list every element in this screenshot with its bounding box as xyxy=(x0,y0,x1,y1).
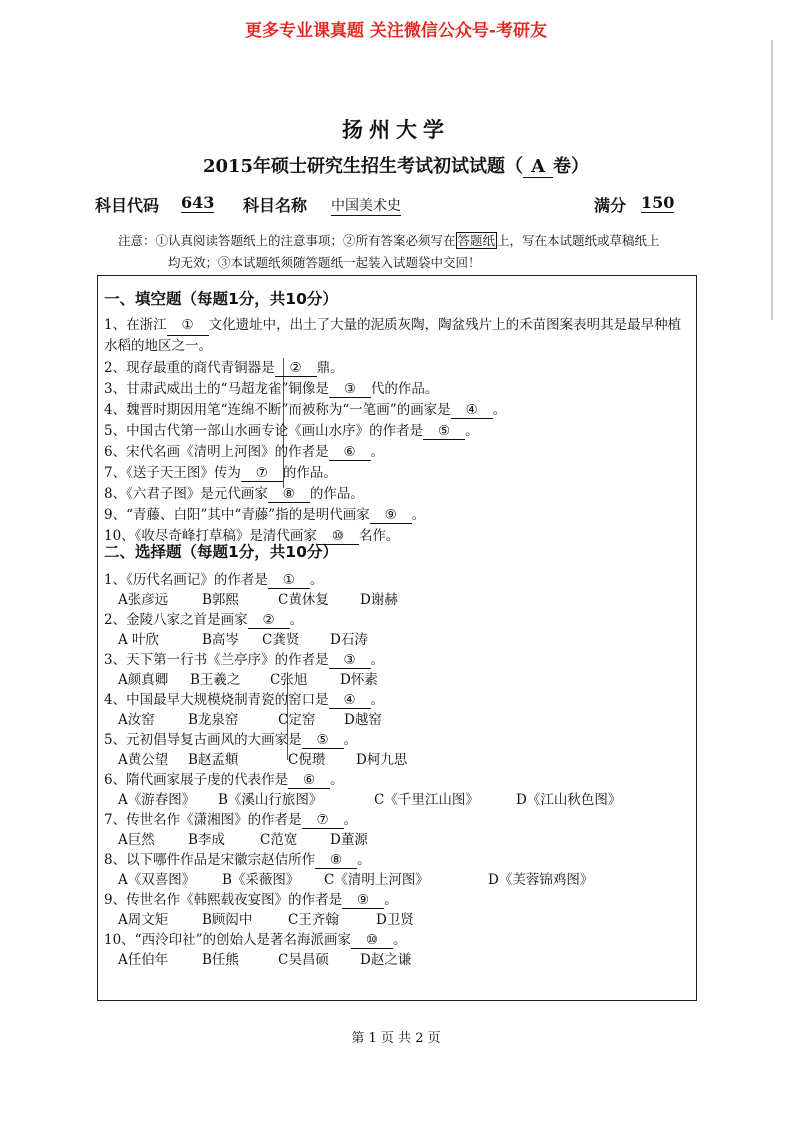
answer-blank: ⑩ xyxy=(317,528,359,545)
choice-options-9 xyxy=(118,908,678,926)
option-a: A任伯年 xyxy=(118,952,169,968)
answer-blank: ⑨ xyxy=(370,507,412,524)
option-b: B《溪山行旅图》 xyxy=(218,792,323,808)
notice-line1-a: 注意：①认真阅读答题纸上的注意事项；②所有答案必须写在 xyxy=(118,233,456,248)
option-a: A黄公望 xyxy=(118,752,169,768)
q-text: 。 xyxy=(392,932,407,948)
option-b: B顾闳中 xyxy=(202,912,253,928)
option-d: D越窑 xyxy=(344,712,382,728)
option-d: D董源 xyxy=(330,832,368,848)
answer-blank: ⑦ xyxy=(302,812,344,829)
q-text: 名作。 xyxy=(358,528,400,544)
answer-blank: ⑦ xyxy=(241,465,283,482)
fill-question-1 xyxy=(104,315,689,356)
choice-options-6 xyxy=(118,788,678,806)
option-b: B高岑 xyxy=(202,632,239,648)
subject-meta xyxy=(95,193,695,217)
fill-question-8 xyxy=(104,482,364,503)
choice-question-3 xyxy=(104,648,384,669)
q-text: 。 xyxy=(370,444,385,460)
option-b: B李成 xyxy=(188,832,225,848)
choice-question-4 xyxy=(104,688,384,709)
q-text: 1、在浙江 xyxy=(104,317,167,333)
answer-blank: ③ xyxy=(329,381,371,398)
page-footer: 第 1 页 共 2 页 xyxy=(351,1031,441,1046)
choice-question-9 xyxy=(104,888,398,909)
answer-blank: ② xyxy=(275,360,317,377)
answer-blank: ④ xyxy=(451,402,493,419)
option-c: C范宽 xyxy=(260,832,298,848)
option-a: A周文矩 xyxy=(118,912,169,928)
q-text: 。 xyxy=(330,772,344,788)
option-d: D《芙蓉锦鸡图》 xyxy=(488,872,594,888)
notice xyxy=(118,230,708,274)
q-text: 。 xyxy=(309,572,324,588)
answer-blank: ④ xyxy=(329,692,371,709)
q-text: 。 xyxy=(411,507,426,523)
exam-title-prefix: 2015年硕士研究生招生考试初试试题（ xyxy=(202,156,524,177)
q-text: 。 xyxy=(343,732,358,748)
q-text: 的作品。 xyxy=(282,465,337,481)
q-text: 8、《六君子图》是元代画家 xyxy=(104,486,268,502)
option-c: C《清明上河图》 xyxy=(324,872,429,888)
option-c: C吴昌硕 xyxy=(278,952,329,968)
option-d: D《江山秋色图》 xyxy=(516,792,622,808)
exam-title-suffix: 卷） xyxy=(553,156,590,177)
q-text: 4、中国最早大规模烧制青瓷的窑口是 xyxy=(104,692,329,708)
choice-options-8 xyxy=(118,868,678,886)
q-text: 5、中国古代第一部山水画专论《画山水序》的作者是 xyxy=(104,423,424,439)
fill-question-3 xyxy=(104,377,438,398)
option-d: D谢赫 xyxy=(360,592,398,608)
q-text: 6、隋代画家展子虔的代表作是 xyxy=(104,772,289,788)
choice-question-1 xyxy=(104,568,323,589)
option-c: C《千里江山图》 xyxy=(374,792,479,808)
q-text: 7、《送子天王图》传为 xyxy=(104,465,241,481)
code-label: 科目代码 xyxy=(95,196,160,215)
choice-options-5 xyxy=(118,748,678,766)
q-text: 鼎。 xyxy=(316,360,344,376)
answer-blank: ⑥ xyxy=(329,444,371,461)
option-a: A 叶欣 xyxy=(118,632,160,648)
choice-question-5 xyxy=(104,728,357,749)
option-d: D怀素 xyxy=(340,672,378,688)
answer-blank: ⑩ xyxy=(351,932,393,949)
answer-blank: ① xyxy=(167,315,209,336)
university-name: 扬州大学 xyxy=(342,117,450,142)
notice-line1-b: 上，写在本试题纸或草稿纸上 xyxy=(497,233,660,248)
q-text: 。 xyxy=(357,852,371,868)
score-label: 满分 xyxy=(594,196,627,215)
q-text: 的作品。 xyxy=(309,486,364,502)
answer-blank: ⑥ xyxy=(288,772,330,789)
option-b: B王羲之 xyxy=(190,672,241,688)
scan-edge xyxy=(771,40,773,320)
choice-options-2 xyxy=(118,628,678,646)
choice-question-7 xyxy=(104,808,357,829)
q-text: 2、金陵八家之首是画家 xyxy=(104,612,248,628)
q-text: 3、天下第一行书《兰亭序》的作者是 xyxy=(104,652,329,668)
q-text: 1、《历代名画记》的作者是 xyxy=(104,572,268,588)
q-text: 6、宋代名画《清明上河图》的作者是 xyxy=(104,444,329,460)
section1-title: 一、填空题（每题1分，共10分） xyxy=(104,290,338,308)
option-a: A颜真卿 xyxy=(118,672,169,688)
subject-name: 中国美术史 xyxy=(331,195,401,216)
choice-question-6 xyxy=(104,768,344,789)
option-c: C定窑 xyxy=(278,712,316,728)
option-b: B任熊 xyxy=(202,952,239,968)
q-text: 2、现存最重的商代青铜器是 xyxy=(104,360,275,376)
answer-blank: ③ xyxy=(329,652,371,669)
q-text: 。 xyxy=(370,652,385,668)
choice-options-10 xyxy=(118,948,678,966)
q-text: 10、“西泠印社”的创始人是著名海派画家 xyxy=(104,932,351,948)
option-a: A张彦远 xyxy=(118,592,169,608)
notice-line2: 均无效；③本试题纸须随答题纸一起装入试题袋中交回！ xyxy=(168,255,481,270)
option-a: A《游春图》 xyxy=(118,792,196,808)
option-c: C龚贤 xyxy=(262,632,300,648)
option-d: D卫贤 xyxy=(376,912,414,928)
answer-blank: ① xyxy=(268,572,310,589)
choice-options-3 xyxy=(118,668,678,686)
promo-banner: 更多专业课真题 关注微信公众号-考研友 xyxy=(245,21,547,41)
choice-question-10 xyxy=(104,928,406,949)
option-b: B《采薇图》 xyxy=(222,872,300,888)
name-label: 科目名称 xyxy=(243,196,308,215)
option-c: C王齐翰 xyxy=(288,912,339,928)
q-text: 。 xyxy=(343,812,358,828)
q-text: 9、“青藤、白阳”其中“青藤”指的是明代画家 xyxy=(104,507,370,523)
answer-blank: ⑤ xyxy=(423,423,465,440)
choice-options-4 xyxy=(118,708,678,726)
option-c: C倪瓒 xyxy=(288,752,326,768)
subject-code: 643 xyxy=(181,193,215,212)
q-text: 。 xyxy=(289,612,304,628)
answer-blank: ⑧ xyxy=(315,852,357,869)
option-b: B龙泉窑 xyxy=(188,712,239,728)
notice-answer-sheet: 答题纸 xyxy=(457,233,496,248)
option-d: D柯九思 xyxy=(356,752,408,768)
answer-blank: ⑨ xyxy=(342,892,384,909)
q-text: 10、《收尽奇峰打草稿》是清代画家 xyxy=(104,528,317,544)
option-d: D赵之谦 xyxy=(360,952,412,968)
fill-question-9 xyxy=(104,503,425,524)
q-text: 7、传世名作《潇湘图》的作者是 xyxy=(104,812,302,828)
option-a: A汝窑 xyxy=(118,712,155,728)
paper-letter: A xyxy=(523,156,553,178)
q-text: 8、以下哪件作品是宋徽宗赵佶所作 xyxy=(104,852,316,868)
q-text: 。 xyxy=(384,892,398,908)
option-d: D石涛 xyxy=(330,632,368,648)
choice-options-7 xyxy=(118,828,678,846)
q-text: 。 xyxy=(370,692,385,708)
q-text: 代的作品。 xyxy=(370,381,439,397)
choice-options-1 xyxy=(118,588,678,606)
answer-blank: ⑧ xyxy=(268,486,310,503)
option-c: C黄休复 xyxy=(278,592,329,608)
option-c: C张旭 xyxy=(270,672,308,688)
q-text: 5、元初倡导复古画风的大画家是 xyxy=(104,732,302,748)
answer-blank: ② xyxy=(248,612,290,629)
fill-question-5 xyxy=(104,419,479,440)
section2-title: 二、选择题（每题1分，共10分） xyxy=(104,543,338,561)
q-text: 9、传世名作《韩熙载夜宴图》的作者是 xyxy=(104,892,343,908)
q-text: 3、甘肃武威出土的“马超龙雀”铜像是 xyxy=(104,381,329,397)
fill-question-2 xyxy=(104,356,344,377)
q-text: 。 xyxy=(492,402,507,418)
full-score: 150 xyxy=(641,193,675,212)
choice-question-8 xyxy=(104,848,371,869)
q-text: 文化遗址中，出土了大量的泥质灰陶，陶盆残片上的禾苗图案表明其是最早种植水稻的地区之一。 xyxy=(104,317,682,354)
fill-question-4 xyxy=(104,398,506,419)
option-a: A巨然 xyxy=(118,832,155,848)
fill-question-6 xyxy=(104,440,384,461)
option-b: B赵孟頫 xyxy=(188,752,239,768)
q-text: 。 xyxy=(465,423,479,439)
choice-question-2 xyxy=(104,608,303,629)
answer-blank: ⑤ xyxy=(302,732,344,749)
q-text: 4、魏晋时期因用笔“连绵不断”而被称为“一笔画”的画家是 xyxy=(104,402,451,418)
exam-title xyxy=(0,152,792,178)
option-b: B郭熙 xyxy=(202,592,239,608)
option-a: A《双喜图》 xyxy=(118,872,196,888)
fill-question-7 xyxy=(104,461,337,482)
